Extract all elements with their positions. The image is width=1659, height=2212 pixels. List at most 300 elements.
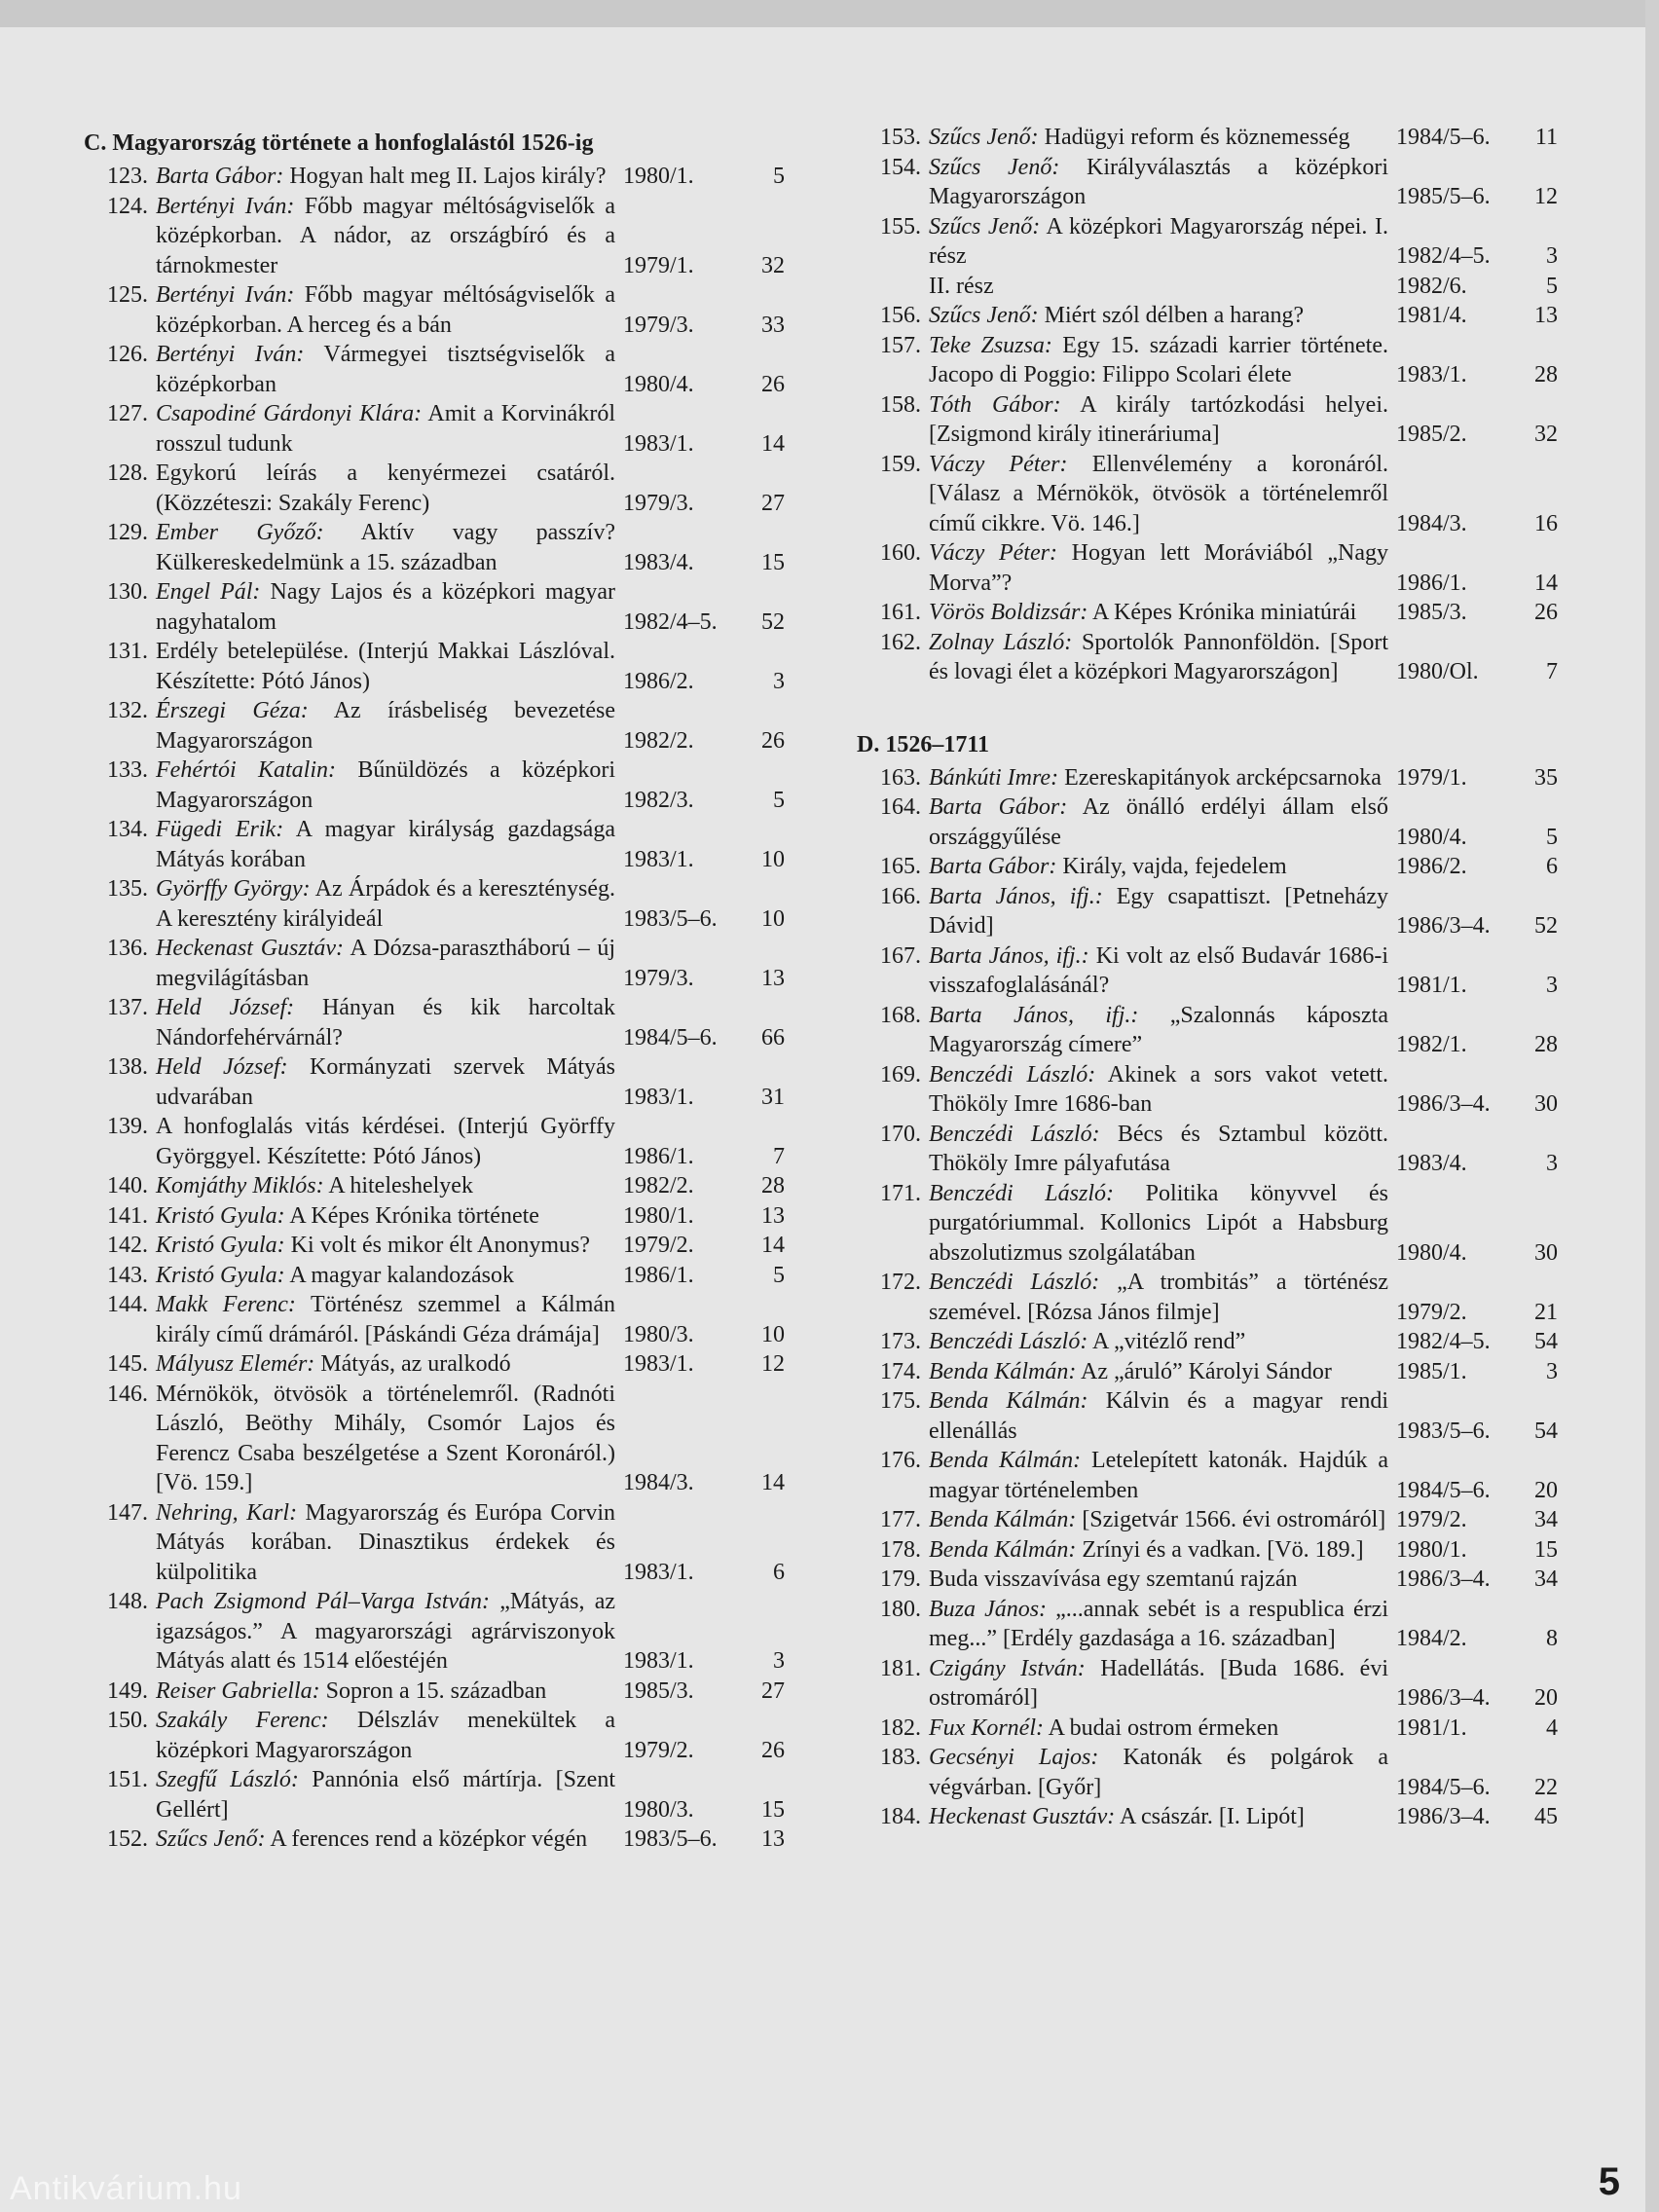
entry-number: 129. — [107, 520, 148, 545]
entry-page: 5 — [773, 164, 785, 189]
entry-number: 161. — [880, 600, 921, 625]
entry-number: 125. — [107, 282, 148, 308]
entry-author: Benczédi László: — [929, 1121, 1100, 1147]
entry-title: „Mátyás, az igazságos.” A magyarországi agrárviszonyok Mátyás alatt és 1514 előestéjén — [156, 1589, 616, 1674]
bibliography-entry — [857, 1714, 1558, 1744]
entry-page: 3 — [1546, 973, 1558, 998]
bibliography-entry — [857, 1001, 1558, 1060]
entry-author: Barta Gábor: — [929, 854, 1057, 879]
entry-title: A Képes Krónika története — [284, 1202, 539, 1229]
entry-author: Szűcs Jenő: — [929, 154, 1060, 180]
entry-issue: 1986/3–4. — [1396, 1091, 1491, 1117]
entry-list-c-right — [857, 123, 1558, 687]
entry-page: 12 — [761, 1351, 785, 1377]
entry-title: A középkori Magyarország népei. I. rész — [929, 213, 1388, 269]
entry-title: Vármegyei tisztségviselők a középkorban — [156, 342, 615, 397]
entry-text — [929, 272, 1396, 302]
entry-title: Kálvin és a magyar rendi ellenállás — [929, 1388, 1389, 1444]
entry-text — [929, 1654, 1396, 1714]
entry-page: 54 — [1534, 1418, 1558, 1444]
entry-title: A magyar királyság gazdagsága Mátyás korában — [156, 817, 615, 872]
entry-page: 4 — [1546, 1714, 1558, 1741]
bibliography-entry — [84, 1112, 785, 1171]
entry-issue: 1986/1. — [623, 1143, 694, 1169]
entry-page: 54 — [1534, 1329, 1558, 1354]
entry-page: 28 — [761, 1173, 785, 1198]
entry-number: 131. — [107, 639, 148, 664]
entry-number: 134. — [107, 817, 148, 842]
bibliography-entry — [84, 1706, 785, 1765]
entry-issue: 1983/4. — [623, 549, 694, 575]
entry-text — [929, 212, 1396, 272]
bibliography-entry — [84, 756, 785, 815]
entry-author: Held József: — [156, 995, 295, 1020]
entry-title: A ferences rend a középkor végén — [265, 1826, 588, 1852]
bibliography-entry — [857, 450, 1558, 539]
bibliography-entry — [857, 538, 1558, 598]
bibliography-entry — [84, 1587, 785, 1677]
entry-author: Barta János, ifj.: — [929, 942, 1089, 969]
entry-issue: 1984/5–6. — [1396, 1477, 1491, 1503]
entry-number: 146. — [107, 1381, 148, 1407]
entry-number: 144. — [107, 1292, 148, 1317]
entry-text — [929, 882, 1396, 941]
entry-number: 149. — [107, 1677, 148, 1704]
entry-title: Ezereskapitányok arcképcsarnoka — [1058, 764, 1382, 791]
entry-number: 170. — [880, 1121, 921, 1147]
entry-author: Csapodiné Gárdonyi Klára: — [156, 401, 423, 426]
entry-title: Amit a Korvinákról rosszul tudunk — [156, 401, 615, 457]
entry-list-c-left — [84, 162, 785, 1855]
entry-number: 155. — [880, 213, 921, 240]
entry-author: Reiser Gabriella: — [156, 1677, 320, 1704]
entry-author: Benda Kálmán: — [929, 1448, 1082, 1473]
entry-number: 175. — [880, 1388, 921, 1414]
entry-author: Barta Gábor: — [929, 794, 1068, 820]
entry-page: 8 — [1546, 1626, 1558, 1651]
bibliography-entry — [84, 637, 785, 696]
entry-text — [156, 340, 623, 399]
entry-author: Kristó Gyula: — [156, 1202, 285, 1229]
entry-title: [Szigetvár 1566. évi ostromáról] — [1076, 1507, 1386, 1532]
entry-page: 5 — [773, 787, 785, 813]
entry-title: Egy 15. századi karrier története. Jacopo di Poggio: Filippo Scolari élete — [929, 332, 1388, 387]
entry-issue: 1986/3–4. — [1396, 1567, 1491, 1592]
entry-page: 33 — [761, 312, 785, 338]
entry-title: Az írásbeliség bevezetése Magyarországon — [156, 698, 615, 754]
entry-text — [156, 459, 623, 518]
bibliography-entry — [857, 390, 1558, 450]
entry-issue: 1981/1. — [1396, 1714, 1467, 1741]
entry-title: Pannónia első mártírja. [Szent Gellért] — [156, 1767, 615, 1823]
entry-issue: 1986/2. — [1396, 854, 1467, 879]
entry-page: 26 — [1534, 600, 1558, 625]
entry-author: Szakály Ferenc: — [156, 1708, 329, 1733]
entry-page: 10 — [761, 1321, 785, 1347]
entry-author: Komjáthy Miklós: — [156, 1173, 324, 1198]
entry-title: Letelepített katonák. Hajdúk a magyar történelemben — [929, 1448, 1388, 1503]
entry-page: 10 — [761, 846, 785, 872]
entry-issue: 1979/2. — [1396, 1507, 1467, 1532]
entry-page: 14 — [1534, 570, 1558, 596]
entry-issue: 1983/1. — [623, 846, 694, 872]
entry-number: 141. — [107, 1202, 148, 1229]
entry-page: 3 — [773, 1648, 785, 1674]
bibliography-entry — [857, 1802, 1558, 1832]
entry-author: Benczédi László: — [929, 1061, 1096, 1088]
entry-text — [156, 934, 623, 993]
entry-text — [156, 1112, 623, 1171]
entry-page: 66 — [761, 1024, 785, 1051]
entry-author: Váczy Péter: — [929, 451, 1068, 477]
entry-page: 27 — [761, 1677, 785, 1704]
entry-title: Ellenvélemény a koronáról. [Válasz a Mérnökök, ötvösök a történelemről című cikkre. Vö. 146.] — [929, 451, 1388, 536]
entry-text — [156, 696, 623, 756]
entry-number: 159. — [880, 451, 921, 477]
entry-issue: 1986/1. — [623, 1262, 694, 1288]
entry-issue: 1986/3–4. — [1396, 913, 1491, 939]
entry-text — [156, 1677, 623, 1707]
entry-issue: 1984/3. — [623, 1470, 694, 1495]
entry-text — [156, 518, 623, 577]
entry-issue: 1983/5–6. — [1396, 1418, 1491, 1444]
entry-page: 26 — [761, 371, 785, 397]
entry-title: Sportolók Pannonföldön. [Sport és lovagi élet a középkori Magyarországon] — [929, 629, 1388, 684]
bibliography-entry — [857, 1595, 1558, 1654]
entry-text — [929, 628, 1396, 687]
entry-text — [156, 1587, 623, 1677]
bibliography-entry — [84, 993, 785, 1052]
entry-page: 3 — [773, 668, 785, 694]
entry-number: 165. — [880, 854, 921, 879]
entry-author: Barta Gábor: — [156, 164, 284, 189]
entry-title: Miért szól délben a harang? — [1038, 303, 1305, 328]
entry-page: 15 — [761, 1796, 785, 1823]
entry-author: Fux Kornél: — [929, 1714, 1044, 1741]
entry-number: 140. — [107, 1173, 148, 1198]
entry-title: Politika könyvvel és purgatóriummal. Kollonics Lipót a Habsburg abszolutizmus szolgálatában — [929, 1180, 1389, 1266]
entry-page: 14 — [761, 1233, 785, 1258]
bibliography-entry — [84, 934, 785, 993]
right-column — [857, 123, 1558, 1832]
entry-author: Mályusz Elemér: — [156, 1351, 315, 1377]
entry-author: Makk Ferenc: — [156, 1292, 296, 1317]
entry-issue: 1985/1. — [1396, 1358, 1467, 1384]
entry-text — [929, 1386, 1396, 1446]
entry-page: 21 — [1534, 1299, 1558, 1325]
entry-page: 5 — [773, 1262, 785, 1288]
bibliography-entry — [84, 518, 785, 577]
entry-issue: 1982/6. — [1396, 273, 1467, 299]
entry-text — [156, 399, 623, 459]
entry-text — [929, 793, 1396, 852]
entry-title: Nagy Lajos és a középkori magyar nagyhatalom — [156, 579, 615, 635]
entry-text — [929, 331, 1396, 390]
entry-number: 162. — [880, 629, 921, 655]
entry-page: 52 — [1534, 913, 1558, 939]
entry-page: 5 — [1546, 273, 1558, 299]
bibliography-entry — [84, 577, 785, 637]
entry-author: Kristó Gyula: — [156, 1233, 285, 1258]
entry-text — [929, 852, 1396, 882]
entry-text — [156, 756, 623, 815]
bibliography-entry — [857, 1565, 1558, 1595]
entry-issue: 1983/1. — [623, 1559, 694, 1585]
entry-page: 22 — [1534, 1774, 1558, 1800]
entry-title: Délszláv menekültek a középkori Magyarországon — [156, 1708, 616, 1763]
entry-text — [929, 450, 1396, 539]
entry-author: Váczy Péter: — [929, 540, 1057, 566]
entry-number: 181. — [880, 1655, 921, 1681]
entry-number: 151. — [107, 1767, 148, 1792]
entry-number: 173. — [880, 1329, 921, 1354]
entry-title: „Szalonnás káposzta Magyarország címere” — [929, 1002, 1388, 1057]
bibliography-entry — [84, 280, 785, 340]
entry-page: 13 — [761, 1826, 785, 1852]
entry-text — [156, 1825, 623, 1855]
entry-title: Egykorú leírás a kenyérmezei csatáról. (Közzéteszi: Szakály Ferenc) — [156, 461, 615, 516]
bibliography-entry — [857, 793, 1558, 852]
entry-title: Az Árpádok és a kereszténység. A keresztény királyideál — [156, 876, 616, 932]
bibliography-entry — [857, 212, 1558, 272]
entry-text — [156, 637, 623, 696]
entry-issue: 1982/2. — [623, 1173, 694, 1198]
entry-author: Benczédi László: — [929, 1270, 1100, 1295]
entry-text — [929, 1001, 1396, 1060]
entry-number: 168. — [880, 1002, 921, 1028]
entry-number: 126. — [107, 342, 148, 367]
bibliography-entry — [84, 1677, 785, 1707]
entry-author: Held József: — [156, 1054, 288, 1080]
entry-title: Hányan és kik harcoltak Nándorfehérvárnál? — [156, 995, 615, 1051]
left-column — [84, 123, 785, 1855]
entry-author: Zolnay László: — [929, 629, 1073, 655]
entry-number: 176. — [880, 1448, 921, 1473]
entry-issue: 1984/5–6. — [1396, 125, 1491, 150]
entry-number: 160. — [880, 540, 921, 566]
scan-right-edge — [1645, 0, 1659, 2212]
entry-issue: 1982/4–5. — [1396, 243, 1491, 269]
entry-author: Buza János: — [929, 1596, 1048, 1622]
bibliography-entry — [84, 459, 785, 518]
entry-author: Ember Győző: — [156, 520, 324, 545]
bibliography-entry — [857, 852, 1558, 882]
entry-issue: 1982/1. — [1396, 1032, 1467, 1057]
entry-issue: 1980/1. — [1396, 1536, 1467, 1563]
entry-issue: 1980/4. — [1396, 824, 1467, 850]
entry-title: Erdély betelepülése. (Interjú Makkai Lászlóval. Készítette: Pótó János) — [156, 639, 615, 694]
page-number: 5 — [1598, 2160, 1620, 2203]
entry-number: 184. — [880, 1804, 921, 1829]
entry-issue: 1981/1. — [1396, 973, 1467, 998]
entry-text — [929, 1446, 1396, 1505]
bibliography-entry — [84, 192, 785, 281]
entry-issue: 1979/2. — [623, 1737, 694, 1763]
entry-number: 145. — [107, 1351, 148, 1377]
entry-title: Királyválasztás a középkori Magyarországon — [929, 154, 1388, 209]
entry-author: Benda Kálmán: — [929, 1536, 1077, 1563]
entry-page: 3 — [1546, 1151, 1558, 1176]
entry-issue: 1983/1. — [623, 1084, 694, 1110]
entry-issue: 1980/1. — [623, 164, 694, 189]
bibliography-entry — [857, 1179, 1558, 1269]
entry-issue: 1979/1. — [623, 252, 694, 278]
entry-text — [156, 280, 623, 340]
entry-page: 30 — [1534, 1091, 1558, 1117]
entry-list-d — [857, 763, 1558, 1832]
entry-page: 13 — [761, 1202, 785, 1229]
entry-page: 45 — [1534, 1804, 1558, 1829]
entry-page: 20 — [1534, 1685, 1558, 1711]
entry-title: A hiteleshelyek — [323, 1173, 473, 1198]
entry-issue: 1983/1. — [1396, 362, 1467, 387]
entry-issue: 1983/4. — [1396, 1151, 1467, 1176]
entry-author: Szűcs Jenő: — [929, 303, 1039, 328]
entry-text — [929, 1802, 1396, 1832]
section-title-c: C. Magyarország története a honfoglalástól 1526-ig — [84, 130, 594, 156]
entry-author: Bánkúti Imre: — [929, 764, 1059, 791]
entry-author: Bertényi Iván: — [156, 342, 305, 367]
bibliography-entry — [84, 815, 785, 874]
entry-number: 138. — [107, 1054, 148, 1080]
bibliography-entry — [857, 1743, 1558, 1802]
entry-author: Györffy György: — [156, 876, 311, 902]
entry-title: A honfoglalás vitás kérdései. (Interjú Györffy Györggyel. Készítette: Pótó János) — [156, 1114, 615, 1169]
bibliography-entry — [857, 1357, 1558, 1387]
entry-text — [156, 1201, 623, 1232]
bibliography-entry — [84, 1231, 785, 1261]
entry-number: 183. — [880, 1745, 921, 1770]
entry-author: Barta János, ifj.: — [929, 883, 1103, 909]
entry-number: 137. — [107, 995, 148, 1020]
entry-page: 15 — [761, 549, 785, 575]
entry-title: A „vitézlő rend” — [1088, 1329, 1246, 1354]
entry-number: 147. — [107, 1499, 148, 1526]
entry-text — [156, 1290, 623, 1349]
entry-issue: 1979/3. — [623, 965, 694, 991]
entry-issue: 1980/4. — [1396, 1239, 1467, 1266]
entry-title: „...annak sebét is a respublica érzi meg...” [Erdély gazdasága a 16. században] — [929, 1596, 1388, 1651]
entry-text — [929, 1327, 1396, 1357]
bibliography-entry — [857, 1060, 1558, 1120]
entry-issue: 1983/1. — [623, 1351, 694, 1377]
entry-page: 35 — [1534, 764, 1558, 791]
entry-issue: 1984/5–6. — [1396, 1774, 1491, 1800]
entry-title: A király tartózkodási helyei. [Zsigmond király itineráriuma] — [929, 391, 1388, 447]
entry-number: 135. — [107, 876, 148, 902]
bibliography-entry — [857, 272, 1558, 302]
entry-text — [929, 1565, 1396, 1595]
entry-author: Engel Pál: — [156, 579, 261, 605]
entry-author: Szűcs Jenő: — [156, 1826, 266, 1852]
entry-author: Szegfű László: — [156, 1767, 299, 1792]
entry-title: Hadellátás. [Buda 1686. évi ostromáról] — [929, 1655, 1388, 1711]
entry-author: Heckenast Gusztáv: — [929, 1804, 1116, 1829]
entry-author: Benczédi László: — [929, 1180, 1114, 1206]
entry-text — [929, 598, 1396, 628]
bibliography-entry — [857, 1327, 1558, 1357]
entry-text — [929, 1179, 1396, 1269]
entry-page: 32 — [761, 252, 785, 278]
bibliography-entry — [857, 628, 1558, 687]
entry-issue: 1980/3. — [623, 1796, 694, 1823]
entry-text — [929, 763, 1396, 793]
entry-text — [156, 1498, 623, 1588]
entry-title: Bűnüldözés a középkori Magyarországon — [156, 757, 615, 813]
entry-text — [929, 1060, 1396, 1120]
entry-text — [929, 390, 1396, 450]
entry-text — [156, 1171, 623, 1201]
entry-author: Bertényi Iván: — [156, 193, 295, 219]
entry-number: 152. — [107, 1826, 148, 1852]
entry-issue: 1983/5–6. — [623, 1826, 718, 1852]
entry-page: 5 — [1546, 824, 1558, 850]
entry-number: 127. — [107, 401, 148, 426]
entry-page: 7 — [1546, 659, 1558, 684]
entry-title: A Képes Krónika miniatúrái — [1088, 600, 1357, 625]
entry-title: Király, vajda, fejedelem — [1056, 854, 1287, 879]
bibliography-entry — [857, 1268, 1558, 1327]
entry-page: 13 — [1534, 303, 1558, 328]
entry-title: Mérnökök, ötvösök a történelemről. (Radnóti László, Beöthy Mihály, Csomór Lajos és Ferencz Csaba beszélgetése a Szent Koronáról.) [Vö. 159.] — [156, 1381, 615, 1495]
entry-title: Buda visszavívása egy szemtanú rajzán — [929, 1567, 1298, 1592]
entry-text — [156, 1765, 623, 1825]
entry-title: Sopron a 15. században — [319, 1677, 547, 1704]
entry-page: 6 — [773, 1559, 785, 1585]
entry-author: Heckenast Gusztáv: — [156, 936, 345, 961]
entry-number: 167. — [880, 942, 921, 969]
entry-number: 154. — [880, 154, 921, 180]
entry-author: Fügedi Erik: — [156, 817, 284, 842]
entry-text — [929, 1268, 1396, 1327]
entry-page: 20 — [1534, 1477, 1558, 1503]
entry-number: 130. — [107, 579, 148, 605]
entry-page: 27 — [761, 490, 785, 516]
section-title-d: D. 1526–1711 — [857, 731, 990, 757]
entry-issue: 1981/4. — [1396, 303, 1467, 328]
entry-title: Kormányzati szervek Mátyás udvarában — [156, 1054, 615, 1110]
entry-issue: 1984/3. — [1396, 510, 1467, 536]
entry-page: 12 — [1534, 184, 1558, 209]
entry-number: 171. — [880, 1180, 921, 1206]
entry-number: 172. — [880, 1270, 921, 1295]
entry-number: 148. — [107, 1589, 148, 1614]
entry-text — [929, 301, 1396, 331]
entry-title: Egy csapattiszt. [Petneházy Dávid] — [929, 883, 1388, 939]
entry-author: Gecsényi Lajos: — [929, 1745, 1099, 1770]
entry-title: Főbb magyar méltóságviselők a középkorban. A herceg és a bán — [156, 282, 615, 338]
entry-number: 156. — [880, 303, 921, 328]
entry-number: 124. — [107, 193, 148, 219]
entry-number: 139. — [107, 1114, 148, 1139]
entry-issue: 1983/1. — [623, 1648, 694, 1674]
entry-author: Pach Zsigmond Pál–Varga István: — [156, 1589, 491, 1614]
bibliography-entry — [84, 399, 785, 459]
entry-page: 31 — [761, 1084, 785, 1110]
bibliography-entry — [857, 153, 1558, 212]
bibliography-entry — [84, 1825, 785, 1855]
entry-issue: 1980/1. — [623, 1202, 694, 1229]
entry-text — [156, 1261, 623, 1291]
entry-page: 14 — [761, 1470, 785, 1495]
entry-page: 16 — [1534, 510, 1558, 536]
entry-text — [156, 1706, 623, 1765]
entry-title: Bécs és Sztambul között. Thököly Imre pályafutása — [929, 1121, 1388, 1176]
entry-issue: 1979/2. — [623, 1233, 694, 1258]
bibliography-entry — [84, 696, 785, 756]
entry-text — [156, 874, 623, 934]
entry-page: 28 — [1534, 362, 1558, 387]
